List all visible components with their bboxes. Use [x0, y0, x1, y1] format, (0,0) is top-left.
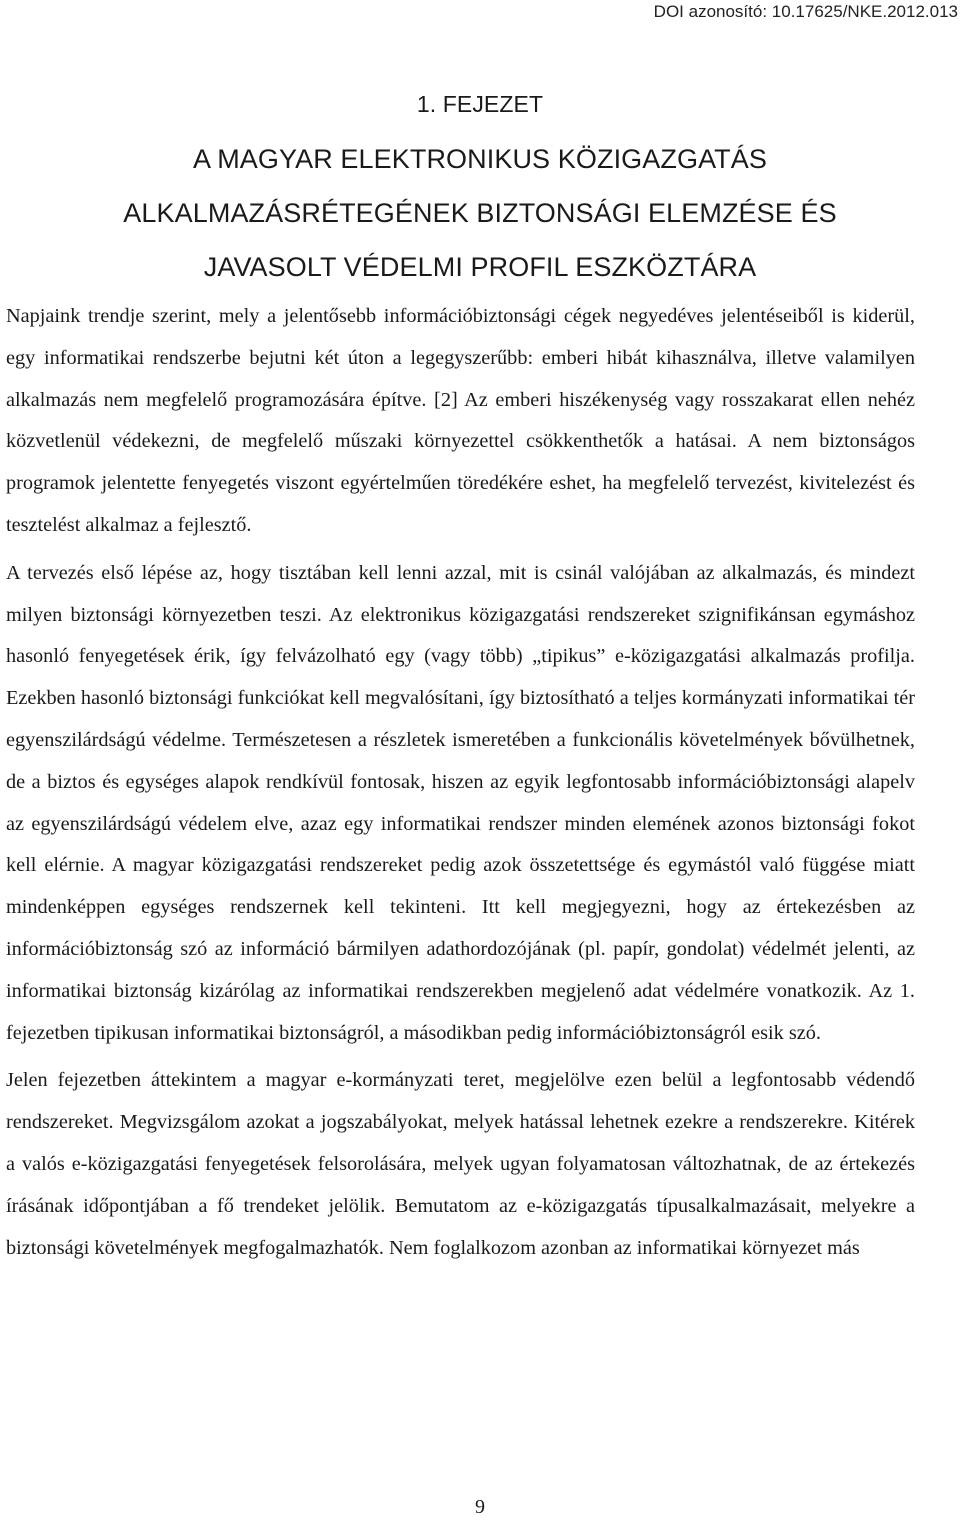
body-text: [6, 296, 915, 1275]
paragraph: Napjaink trendje szerint, mely a jelentősebb információbiztonsági cégek negyedéves jelentéseiből is kiderül, egy informatikai rendszerbe bejutni két úton a legegyszerűbb: emberi hibát kihasználva, illetve valamilyen alkalmazás nem megfelelő programozására építve. [2] Az emberi hiszékenység vagy rosszakarat ellen nehéz közvetlenül védekezni, de megfelelő műszaki környezettel csökkenthetők a hatásai. A nem biztonságos programok jelentette fenyegetés viszont egyértelműen töredékére eshet, ha megfelelő tervezést, kivitelezést és tesztelést alkalmaz a fejlesztő.: [6, 305, 915, 536]
chapter-heading: [0, 86, 960, 294]
chapter-title-line: JAVASOLT VÉDELMI PROFIL ESZKÖZTÁRA: [203, 252, 757, 282]
chapter-number: 1. FEJEZET: [416, 91, 544, 117]
chapter-title-line: ALKALMAZÁSRÉTEGÉNEK BIZTONSÁGI ELEMZÉSE ÉS: [123, 198, 837, 228]
chapter-title-line: A MAGYAR ELEKTRONIKUS KÖZIGAZGATÁS: [192, 144, 767, 174]
paragraph: A tervezés első lépése az, hogy tisztában kell lenni azzal, mit is csinál valójában az alkalmazás, és mindezt milyen biztonsági környezetben teszi. Az elektronikus közigazgatási rendszereket szignifikánsan egymáshoz hasonló fenyegetések érik, így felvázolható egy (vagy több) „tipikus” e-közigazgatási alkalmazás profilja. Ezekben hasonló biztonsági funkciókat kell megvalósítani, így biztosítható a teljes kormányzati informatikai tér egyenszilárdságú védelme. Természetesen a részletek ismeretében a funkcionális követelmények bővülhetnek, de a biztos és egységes alapok rendkívül fontosak, hiszen az egyik legfontosabb információbiztonsági alapelv az egyenszilárdságú védelem elve, azaz egy informatikai rendszer minden elemének azonos biztonsági fokot kell elérnie. A magyar közigazgatási rendszereket pedig azok összetettsége és egymástól való függése miatt mindenképpen egységes rendszernek kell tekinteni. Itt kell megjegyezni, hogy az értekezésben az információbiztonság szó az információ bármilyen adathordozójának (pl. papír, gondolat) védelmét jelenti, az informatikai biztonság kizárólag az informatikai rendszerekben megjelenő adat védelmére vonatkozik. Az 1. fejezetben tipikusan informatikai biztonságról, a másodikban pedig információbiztonságról esik szó.: [6, 561, 915, 1044]
paragraph: Jelen fejezetben áttekintem a magyar e-kormányzati teret, megjelölve ezen belül a legfontosabb védendő rendszereket. Megvizsgálom azokat a jogszabályokat, melyek hatással lehetnek ezekre a rendszerekre. Kitérek a valós e-közigazgatási fenyegetések felsorolására, melyek ugyan folyamatosan változhatnak, de az értekezés írásának időpontjában a fő trendeket jelölik. Bemutatom az e-közigazgatás típusalkalmazásait, melyekre a biztonsági követelmények megfogalmazhatók. Nem foglalkozom azonban az informatikai környezet más: [6, 1069, 915, 1259]
doi-header: DOI azonosító: 10.17625/NKE.2012.013: [653, 2, 958, 21]
page-number: 9: [475, 1496, 485, 1518]
